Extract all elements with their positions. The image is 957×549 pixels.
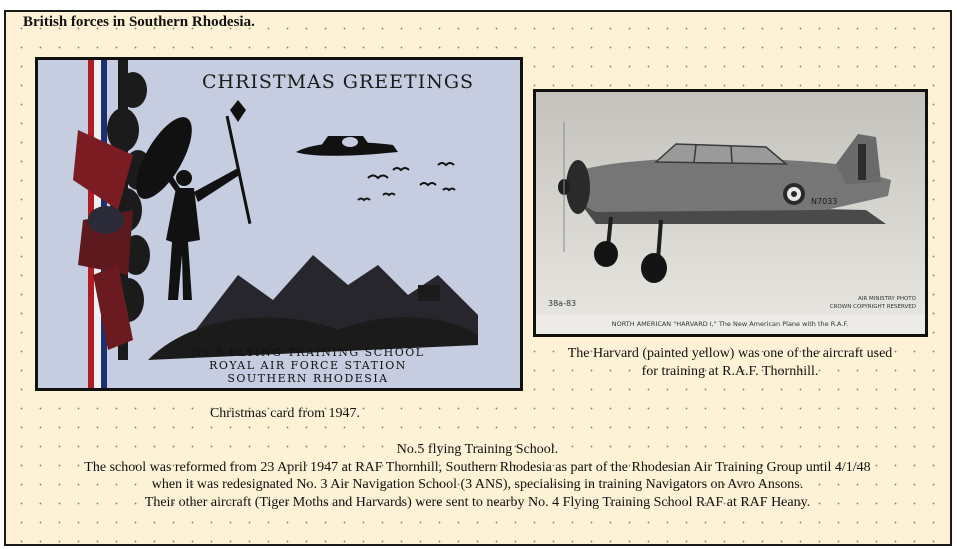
history-block — [10, 441, 945, 511]
history-heading: No.5 flying Training School. — [396, 442, 559, 457]
photo-caption-line-2: for training at R.A.F. Thornhill. — [641, 364, 819, 379]
card-caption: Christmas card from 1947. — [209, 406, 361, 421]
card-unit-line-2: ROYAL AIR FORCE STATION — [209, 359, 407, 372]
print-number: 38a-83 — [548, 299, 577, 308]
photo-credit-line-2: CROWN COPYRIGHT RESERVED — [829, 304, 916, 310]
landscape-silhouette — [148, 255, 478, 360]
history-line-3: Their other aircraft (Tiger Moths and Harvards) were sent to nearby No. 4 Flying Training School RAF at RAF Heany. — [144, 494, 811, 510]
history-line-2: when it was redesignated No. 3 Air Navigation School (3 ANS), specialising in training Navigators on Avro Ansons. — [151, 477, 804, 492]
card-heading: CHRISTMAS GREETINGS — [201, 71, 475, 93]
card-aircraft-silhouette — [296, 136, 398, 156]
christmas-card-image — [35, 57, 523, 391]
page-title: British forces in Southern Rhodesia. — [23, 14, 255, 30]
birds — [358, 163, 455, 200]
photo-credit-line-1: AIR MINISTRY PHOTO — [858, 296, 916, 302]
history-line-1: The school was reformed from 23 April 1947 at RAF Thornhill, Southern Rhodesia as part of the Rhodesian Air Training Group until 4/1/48 — [84, 459, 871, 475]
printed-photo-caption: NORTH AMERICAN "HARVARD I," The New American Plane with the R.A.F. — [611, 320, 849, 328]
ribbon-bow — [73, 130, 133, 350]
photo-caption — [530, 345, 930, 381]
card-unit-line-3: SOUTHERN RHODESIA — [227, 372, 389, 385]
photo-caption-line-1: The Harvard (painted yellow) was one of the aircraft used — [567, 346, 893, 361]
card-unit-line-1: No 5 FLYING TRAINING SCHOOL — [191, 346, 425, 359]
aircraft-serial-marking: N7033 — [811, 197, 838, 206]
harvard-photo — [533, 89, 928, 337]
